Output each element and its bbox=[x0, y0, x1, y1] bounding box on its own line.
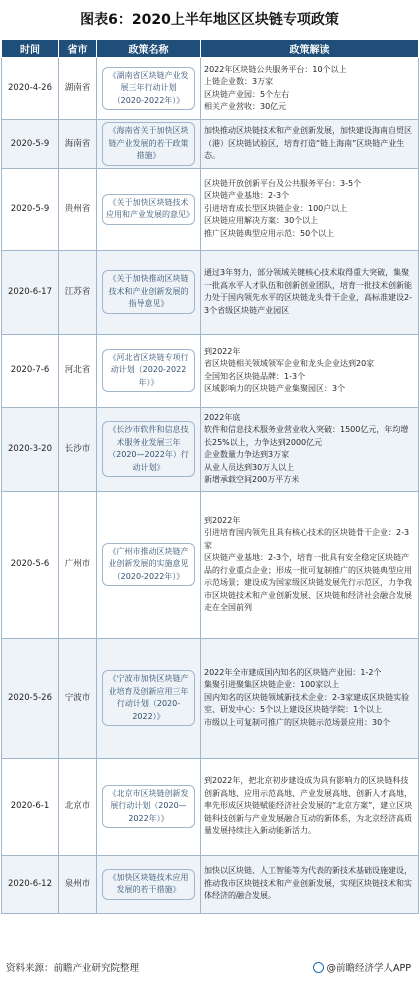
cell-policy-name bbox=[97, 334, 201, 407]
cell-region: 湖南省 bbox=[59, 58, 97, 120]
brand-logo-icon bbox=[313, 962, 324, 973]
policy-name-text: 《关于加快推动区块链技术和产业创新发展的指导意见》 bbox=[102, 270, 195, 314]
cell-policy-content bbox=[201, 168, 419, 250]
cell-policy-content bbox=[201, 58, 419, 120]
cell-date: 2020-4-26 bbox=[2, 58, 59, 120]
policy-content-line: 通过3年努力，部分领域关键核心技术取得重大突破，集聚一批高水平人才队伍和创新创业团队，培育一批技术创新能力处于国内领先水平的区块链龙头骨干企业，高标准建设2-3个省级区块链产业园区 bbox=[204, 268, 412, 315]
cell-date: 2020-5-26 bbox=[2, 638, 59, 758]
policy-content-line: 加快以区块链、人工智能等为代表的新技术基础设施建设，推动我市区块链技术和产业创新发展，实现区块链技术和实体经济的融合发展。 bbox=[204, 866, 412, 901]
policy-content-line: 全国知名区块链品牌：1-3个 bbox=[204, 371, 306, 381]
table-row bbox=[2, 758, 419, 855]
cell-region: 北京市 bbox=[59, 758, 97, 855]
cell-region: 长沙市 bbox=[59, 407, 97, 491]
cell-policy-name bbox=[97, 758, 201, 855]
cell-policy-name bbox=[97, 58, 201, 120]
cell-policy-name bbox=[97, 407, 201, 491]
cell-policy-name bbox=[97, 250, 201, 334]
table-row bbox=[2, 855, 419, 913]
policy-content-line: 2022年区块链公共服务平台：10个以上 bbox=[204, 64, 347, 74]
policy-name-text: 《长沙市软件和信息技术服务业发展三年（2020—2022年）行动计划》 bbox=[102, 421, 195, 477]
policy-content-line: 2022年全市建成国内知名的区块链产业园：1-2个 bbox=[204, 667, 382, 677]
cell-policy-name bbox=[97, 638, 201, 758]
policy-content-line: 2022年底 bbox=[204, 412, 241, 422]
policy-name-text: 《加快区块链技术应用发展的若干措施》 bbox=[102, 869, 195, 900]
cell-date: 2020-5-9 bbox=[2, 168, 59, 250]
policy-content-line: 国内知名的区块链领域新技术企业：2-3家建成区块链实验室、研发中心：5个以上建设区块链学院：1个以上 bbox=[204, 692, 410, 715]
cell-policy-content bbox=[201, 491, 419, 638]
policy-content-line: 到2022年 bbox=[204, 515, 241, 525]
cell-policy-content bbox=[201, 120, 419, 169]
source-note: 资料来源：前瞻产业研究院整理 bbox=[6, 963, 140, 974]
policy-content-line: 省区块链相关领域领军企业和龙头企业达到20家 bbox=[204, 359, 375, 368]
table-row bbox=[2, 58, 419, 120]
cell-region: 广州市 bbox=[59, 491, 97, 638]
policy-name-text: 《海南省关于加快区块链产业发展的若干政策措施》 bbox=[102, 122, 195, 166]
cell-policy-name bbox=[97, 120, 201, 169]
policy-name-text: 《河北省区块链专项行动计划（2020-2022年）》 bbox=[102, 349, 195, 393]
brand-credit bbox=[313, 960, 411, 974]
table-row bbox=[2, 334, 419, 407]
policy-name-text: 《湖南省区块链产业发展三年行动计划（2020-2022年）》 bbox=[102, 67, 195, 111]
cell-policy-content bbox=[201, 250, 419, 334]
cell-date: 2020-3-20 bbox=[2, 407, 59, 491]
cell-date: 2020-5-9 bbox=[2, 120, 59, 169]
policy-name-text: 《宁波市加快区块链产业培育及创新应用三年行动计划（2020-2022）》 bbox=[102, 670, 195, 726]
policy-content-line: 企业数量力争达到3万家 bbox=[204, 450, 290, 459]
policy-content-line: 从业人员达到30万人以上 bbox=[204, 462, 295, 472]
policy-content-line: 引进培育成长型区块链企业：100户以上 bbox=[204, 203, 348, 213]
policy-content-line: 区块链产业基地：2-3个，培育一批具有安全稳定区块链产品的行业重点企业；形成一批可复制推广的区块链典型应用示范场景；建设成为国家级区块链发展先行示范区，力争我市区块链技术和产业创新发展、区块链和经济社会融合发展走在全国前列 bbox=[204, 553, 412, 612]
cell-date: 2020-6-1 bbox=[2, 758, 59, 855]
policy-content-line: 区块链产业园：5个左右 bbox=[204, 89, 290, 99]
cell-policy-content bbox=[201, 638, 419, 758]
table-row bbox=[2, 407, 419, 491]
table-row bbox=[2, 168, 419, 250]
cell-region: 泉州市 bbox=[59, 855, 97, 913]
policy-content-line: 到2022年，把北京初步建设成为具有影响力的区块链科技创新高地、应用示范高地、产业发展高地、创新人才高地，率先形成区块链赋能经济社会发展的“北京方案”，建立区块链科技创新与产业发展融合互动的新体系，为北京经济高质量发展持续注入新动能新活力。 bbox=[204, 776, 413, 836]
cell-policy-name bbox=[97, 491, 201, 638]
table-body bbox=[2, 58, 419, 914]
cell-date: 2020-7-6 bbox=[2, 334, 59, 407]
cell-policy-content bbox=[201, 334, 419, 407]
cell-date: 2020-6-17 bbox=[2, 250, 59, 334]
cell-region: 贵州省 bbox=[59, 168, 97, 250]
policy-content-line: 区块链应用解决方案：30个以上 bbox=[204, 216, 319, 226]
policy-content-line: 引进培育国内领先且具有核心技术的区块链骨干企业：2-3家 bbox=[204, 528, 410, 550]
table-row bbox=[2, 120, 419, 169]
cell-region: 河北省 bbox=[59, 334, 97, 407]
policy-content-line: 到2022年 bbox=[204, 346, 241, 356]
cell-region: 江苏省 bbox=[59, 250, 97, 334]
cell-region: 海南省 bbox=[59, 120, 97, 169]
cell-date: 2020-6-12 bbox=[2, 855, 59, 913]
policy-content-line: 上链企业数：3万家 bbox=[204, 77, 274, 86]
policy-content-line: 相关产业营收：30亿元 bbox=[204, 102, 287, 111]
policy-name-text: 《关于加快区块链技术应用和产业发展的意见》 bbox=[102, 194, 195, 225]
policy-content-line: 新增承载空间200万平方米 bbox=[204, 475, 300, 484]
policy-content-line: 区块链开放创新平台及公共服务平台：3-5个 bbox=[204, 178, 362, 188]
column-header-policy-content: 政策解读 bbox=[201, 40, 419, 58]
cell-region: 宁波市 bbox=[59, 638, 97, 758]
table-row bbox=[2, 250, 419, 334]
table-row bbox=[2, 491, 419, 638]
cell-policy-content bbox=[201, 758, 419, 855]
policy-table bbox=[1, 39, 419, 914]
policy-content-line: 集聚引进聚集区块链企业：100家以上 bbox=[204, 680, 340, 690]
policy-content-line: 推广区块链典型应用示范：50个以上 bbox=[204, 228, 335, 238]
policy-content-line: 区域影响力的区块链产业集聚园区：3个 bbox=[204, 384, 346, 393]
column-header-policy-name: 政策名称 bbox=[97, 40, 201, 58]
cell-policy-content bbox=[201, 407, 419, 491]
cell-policy-name bbox=[97, 855, 201, 913]
cell-policy-name bbox=[97, 168, 201, 250]
column-header-date: 时间 bbox=[2, 40, 59, 58]
policy-content-line: 市级以上可复制可推广的区块链示范场景应用：30个 bbox=[204, 717, 391, 727]
cell-date: 2020-5-6 bbox=[2, 491, 59, 638]
policy-name-text: 《北京市区块链创新发展行动计划（2020—2022年）》 bbox=[102, 785, 195, 829]
table-row bbox=[2, 638, 419, 758]
policy-content-line: 区块链产业基地：2-3个 bbox=[204, 191, 290, 201]
cell-policy-content bbox=[201, 855, 419, 913]
policy-content-line: 软件和信息技术服务业营业收入突破：1500亿元，年均增长25%以上，力争达到2000亿元 bbox=[204, 425, 409, 447]
column-header-region: 省市 bbox=[59, 40, 97, 58]
policy-name-text: 《广州市推动区块链产业创新发展的实施意见（2020-2022年）》 bbox=[102, 543, 195, 587]
policy-content-line: 加快推动区块链技术和产业创新发展，加快建设海南自贸区（港）区块链试验区，培育打造“链上海南”区块链产业生态。 bbox=[204, 126, 412, 160]
table-header-row bbox=[2, 40, 419, 58]
brand-text: @前瞻经济学人APP bbox=[326, 963, 411, 974]
page-title: 图表6：2020上半年地区区块链专项政策 bbox=[80, 12, 339, 28]
